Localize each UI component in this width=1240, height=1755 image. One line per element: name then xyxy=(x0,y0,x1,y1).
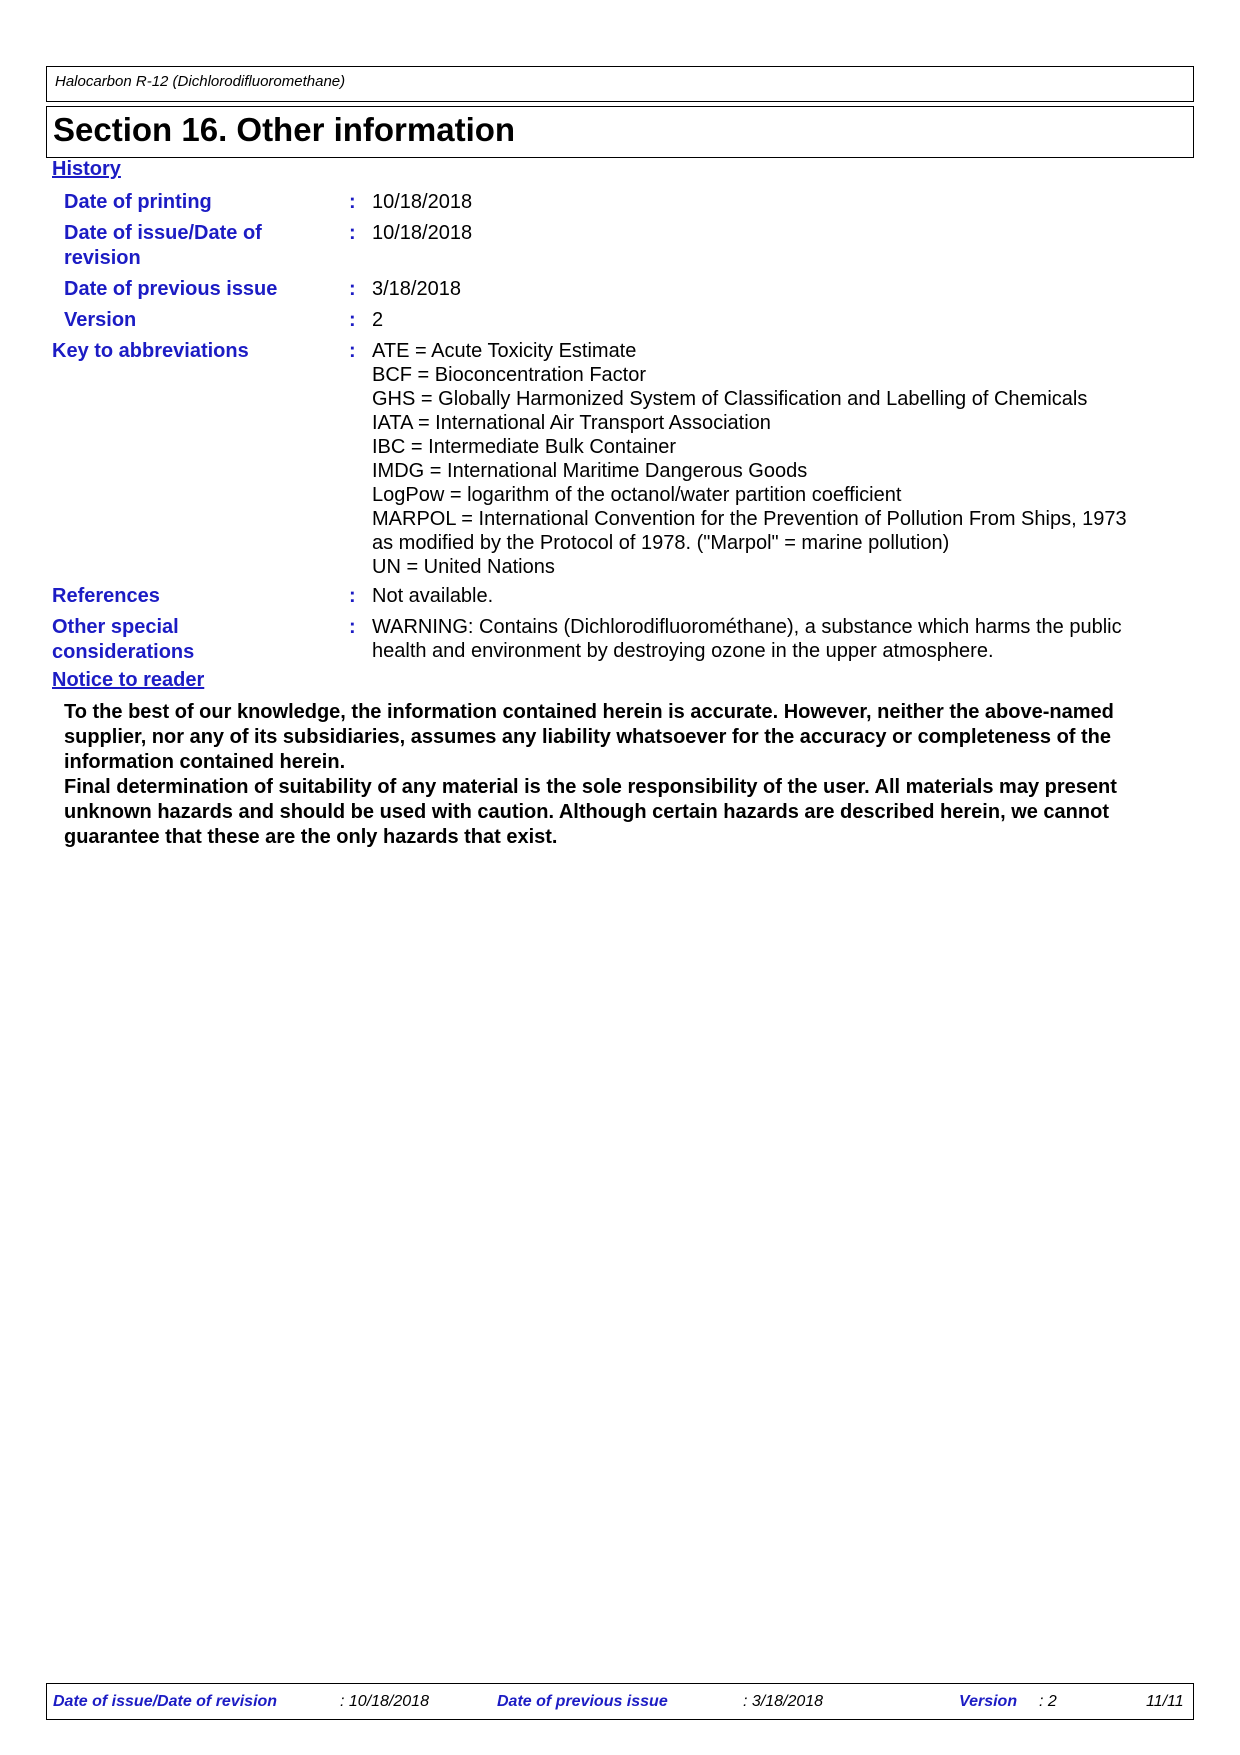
product-header xyxy=(46,66,1194,102)
colon: : xyxy=(349,278,356,300)
abbreviation-item: IATA = International Air Transport Association xyxy=(372,412,771,434)
footer-version-label: Version xyxy=(959,1693,1018,1710)
footer-version-value: : 2 xyxy=(1039,1693,1057,1710)
colon: : xyxy=(349,616,356,638)
date-of-printing-value: 10/18/2018 xyxy=(372,191,473,213)
date-of-issue-label xyxy=(64,221,262,271)
references-value: Not available. xyxy=(372,585,494,607)
abbreviation-item: UN = United Nations xyxy=(372,556,555,578)
colon: : xyxy=(349,222,356,244)
product-name: Halocarbon R-12 (Dichlorodifluoromethane) xyxy=(55,73,346,90)
notice-paragraph: Final determination of suitability of any material is the sole responsibility of the user. All materials may present unknown hazards and should be used with caution. Although certain hazards are described herein, we cannot guarantee that these are the only hazards that exist. xyxy=(64,776,1117,848)
other-special-value xyxy=(372,615,1122,663)
abbreviations-label: Key to abbreviations xyxy=(52,340,249,362)
abbreviation-item: IMDG = International Maritime Dangerous Goods xyxy=(372,460,808,482)
date-of-issue-value: 10/18/2018 xyxy=(372,222,473,244)
references-label: References xyxy=(52,585,160,607)
abbreviation-item: GHS = Globally Harmonized System of Classification and Labelling of Chemicals xyxy=(372,388,1088,410)
abbreviation-item: ATE = Acute Toxicity Estimate xyxy=(372,340,637,362)
section-title: Section 16. Other information xyxy=(53,111,516,148)
notice-body xyxy=(64,700,1184,850)
other-special-label xyxy=(52,615,194,665)
abbreviation-item: IBC = Intermediate Bulk Container xyxy=(372,436,677,458)
version-value: 2 xyxy=(372,309,384,331)
colon: : xyxy=(349,340,356,362)
date-of-previous-issue-value: 3/18/2018 xyxy=(372,278,461,300)
abbreviations-list xyxy=(372,339,1127,579)
abbreviation-item: as modified by the Protocol of 1978. ("Marpol" = marine pollution) xyxy=(372,532,950,554)
history-heading[interactable]: History xyxy=(52,158,121,180)
abbreviation-item: LogPow = logarithm of the octanol/water partition coefficient xyxy=(372,484,902,506)
version-label: Version xyxy=(64,309,137,331)
footer-page-number: 11/11 xyxy=(1146,1693,1184,1710)
footer-previous-value: : 3/18/2018 xyxy=(743,1693,824,1710)
other-special-label-line1: Other special xyxy=(52,616,179,638)
footer-previous-label: Date of previous issue xyxy=(497,1693,668,1710)
colon: : xyxy=(349,309,356,331)
footer-issue-label: Date of issue/Date of revision xyxy=(53,1693,278,1710)
abbreviation-item: MARPOL = International Convention for the Prevention of Pollution From Ships, 1973 xyxy=(372,508,1127,530)
other-special-label-line2: considerations xyxy=(52,641,195,663)
colon: : xyxy=(349,585,356,607)
colon: : xyxy=(349,191,356,213)
page-footer xyxy=(46,1683,1194,1720)
other-special-value-line2: health and environment by destroying ozone in the upper atmosphere. xyxy=(372,640,994,662)
notice-heading[interactable]: Notice to reader xyxy=(52,669,205,691)
date-of-issue-label-line2: revision xyxy=(64,247,141,269)
date-of-printing-label: Date of printing xyxy=(64,191,212,213)
footer-issue-value: : 10/18/2018 xyxy=(340,1693,429,1710)
notice-paragraph: To the best of our knowledge, the information contained herein is accurate. However, neither the above-named supplier, nor any of its subsidiaries, assumes any liability whatsoever for the accuracy or completeness of the information contained herein. xyxy=(64,701,1114,773)
date-of-previous-issue-label: Date of previous issue xyxy=(64,278,278,300)
date-of-issue-label-line1: Date of issue/Date of xyxy=(64,222,262,244)
section-header xyxy=(46,106,1194,158)
abbreviation-item: BCF = Bioconcentration Factor xyxy=(372,364,647,386)
other-special-value-line1: WARNING: Contains (Dichlorodifluorométhane), a substance which harms the public xyxy=(372,616,1122,638)
